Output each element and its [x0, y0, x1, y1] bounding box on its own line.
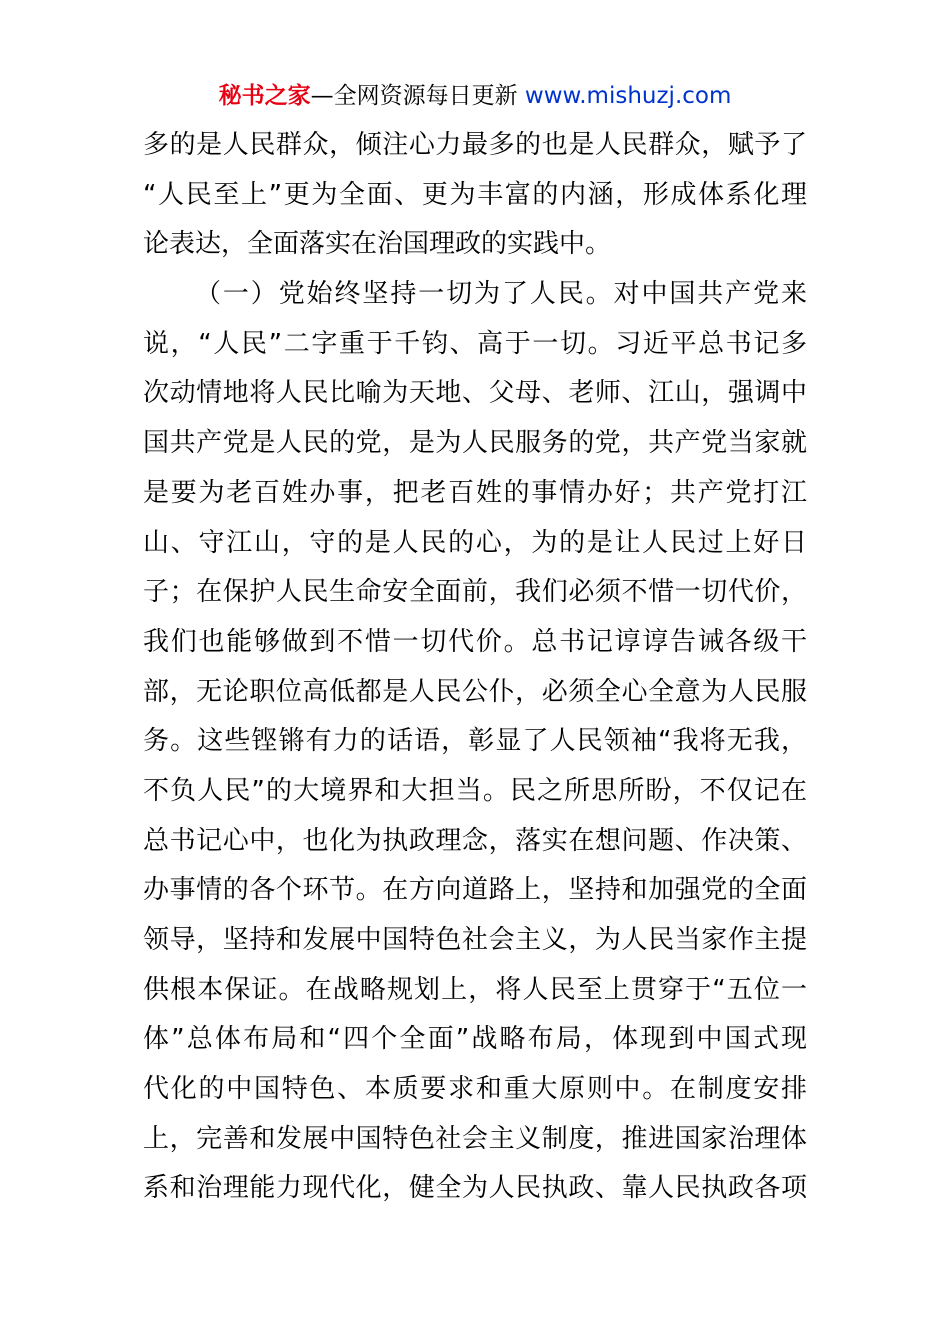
text-line: 总书记心中，也化为执政理念，落实在想问题、作决策、	[143, 825, 807, 856]
text-line: “人民至上”更为全面、更为丰富的内涵，形成体系化理	[143, 179, 807, 210]
document-body	[143, 121, 807, 1214]
site-tagline: —全网资源每日更新	[310, 83, 518, 109]
text-line: 次动情地将人民比喻为天地、父母、老师、江山，强调中	[143, 378, 807, 409]
site-brand: 秘书之家	[218, 83, 311, 109]
text-line: （一）党始终坚持一切为了人民。对中国共产党来	[195, 279, 807, 310]
text-line: 上，完善和发展中国特色社会主义制度，推进国家治理体	[143, 1123, 807, 1154]
text-line: 部，无论职位高低都是人民公仆，必须全心全意为人民服	[143, 676, 807, 707]
text-line: 国共产党是人民的党，是为人民服务的党，共产党当家就	[143, 428, 807, 459]
text-line: 是要为老百姓办事，把老百姓的事情办好；共产党打江	[143, 477, 807, 508]
site-header	[0, 80, 950, 112]
paragraph-1	[143, 121, 807, 270]
text-line: 山、守江山，守的是人民的心，为的是让人民过上好日	[143, 527, 807, 558]
text-line: 领导，坚持和发展中国特色社会主义，为人民当家作主提	[143, 925, 807, 955]
text-line: 子；在保护人民生命安全面前，我们必须不惜一切代价，	[143, 577, 807, 608]
text-line: 体”总体布局和“四个全面”战略布局，体现到中国式现	[143, 1024, 807, 1055]
text-line: 我们也能够做到不惜一切代价。总书记谆谆告诫各级干	[143, 626, 807, 657]
text-line: 多的是人民群众，倾注心力最多的也是人民群众，赋予了	[143, 130, 807, 160]
text-line: 供根本保证。在战略规划上，将人民至上贯穿于“五位一	[143, 974, 807, 1005]
site-url-link[interactable]: www.mishuzj.com	[524, 83, 732, 109]
text-line: 办事情的各个环节。在方向道路上，坚持和加强党的全面	[143, 875, 807, 906]
text-line: 论表达，全面落实在治国理政的实践中。	[143, 229, 612, 260]
text-line: 代化的中国特色、本质要求和重大原则中。在制度安排	[143, 1074, 807, 1105]
text-line: 说，“人民”二字重于千钧、高于一切。习近平总书记多	[143, 328, 807, 359]
paragraph-2	[143, 270, 807, 1214]
text-line: 系和治理能力现代化，健全为人民执政、靠人民执政各项	[143, 1173, 807, 1204]
text-line: 务。这些铿锵有力的话语，彰显了人民领袖“我将无我，	[143, 726, 807, 757]
text-line: 不负人民”的大境界和大担当。民之所思所盼，不仅记在	[143, 775, 807, 806]
